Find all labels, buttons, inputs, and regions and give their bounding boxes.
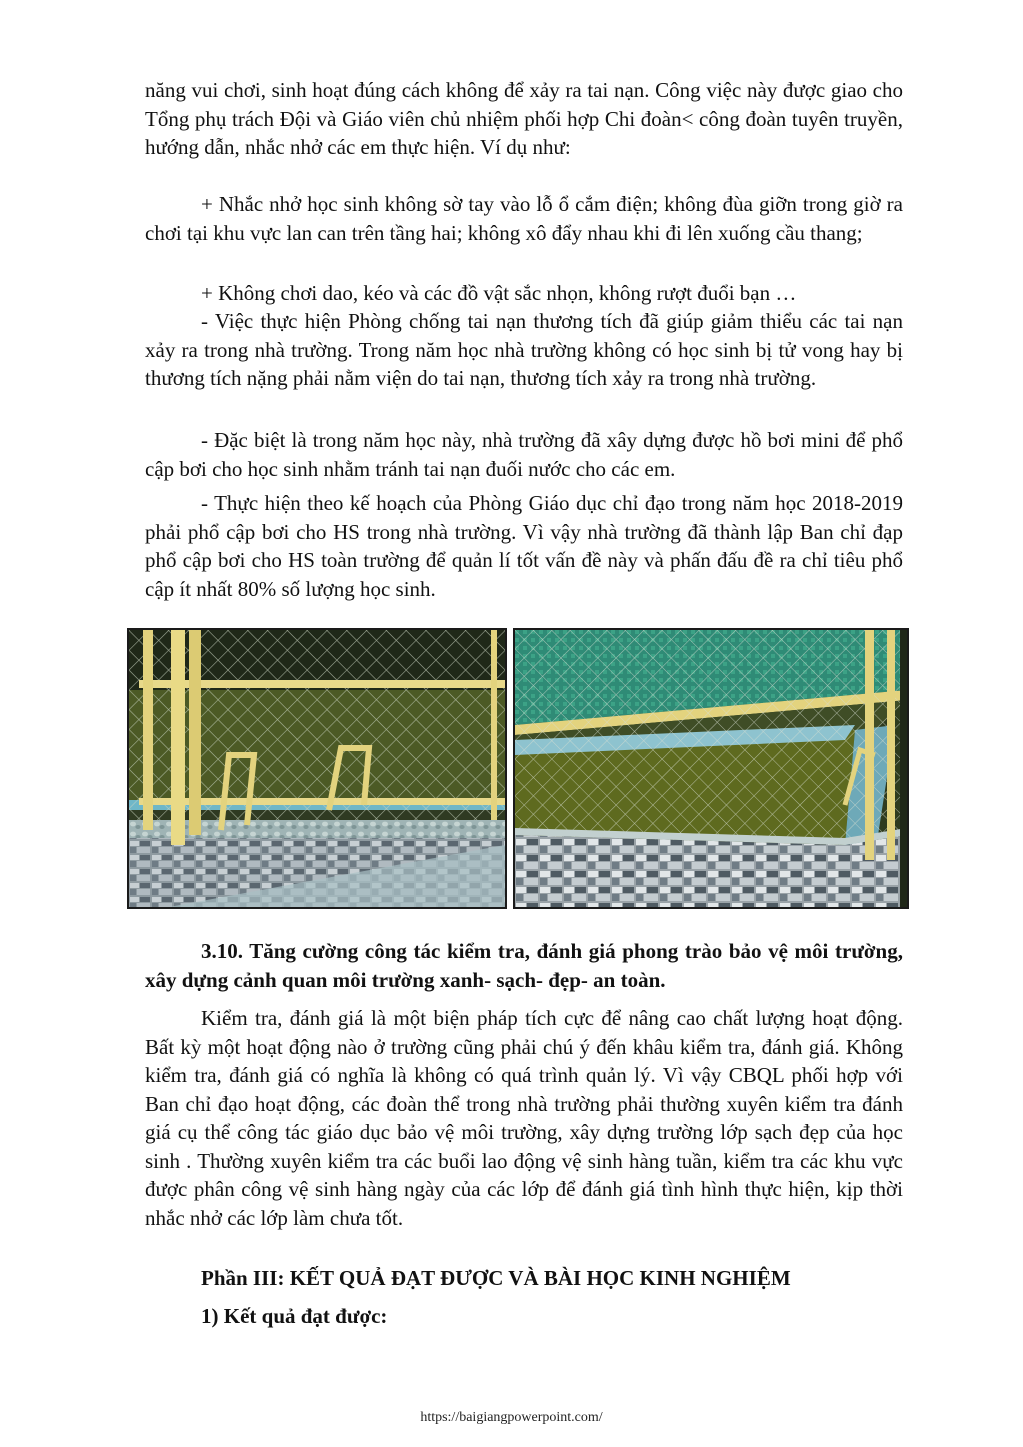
covered-pool-photo (513, 628, 909, 909)
paragraph-intro: năng vui chơi, sinh hoạt đúng cách không để xảy ra tai nạn. Công việc này được giao cho Tổng phụ trách Đội và Giáo viên chủ nhiệm phối hợp Chi đoàn< công đoàn tuyên truyền, hướng dẫn, nhắc nhở các em thực hiện. Ví dụ như: (145, 78, 903, 159)
paragraph-results-safety: - Việc thực hiện Phòng chống tai nạn thương tích đã giúp giảm thiểu các tai nạn xảy ra trong nhà trường. Trong năm học nhà trường không có học sinh bị tử vong hay bị thương tích nặng phải nằm viện do tai nạn, thương tích xảy ra trong nhà trường. (145, 309, 903, 390)
heading-section-3-10: 3.10. Tăng cường công tác kiểm tra, đánh giá phong trào bảo vệ môi trường, xây dựng cảnh quan môi trường xanh- sạch- đẹp- an toàn. (145, 939, 903, 992)
pool-fence-photo (127, 628, 507, 909)
paragraph-bullet-2: + Không chơi dao, kéo và các đồ vật sắc nhọn, không rượt đuổi bạn … (201, 281, 797, 305)
paragraph-mini-pool: - Đặc biệt là trong năm học này, nhà trường đã xây dựng được hồ bơi mini để phổ cập bơi cho học sinh nhằm tránh tai nạn đuối nước cho các em. (145, 428, 903, 481)
paragraph-inspection: Kiểm tra, đánh giá là một biện pháp tích cực để nâng cao chất lượng hoạt động. Bất kỳ một hoạt động nào ở trường cũng phải chú ý đến khâu kiểm tra, đánh giá. Không kiểm tra, đánh giá có nghĩa là không có quá trình quản lý. Vì vậy CBQL phối hợp với Ban chỉ đạo hoạt động, các đoàn thể trong nhà trường phải thường xuyên kiểm tra đánh giá cụ thể công tác giáo dục bảo vệ môi trường, xây dựng trường lớp sạch đẹp của học sinh . Thường xuyên kiểm tra các buổi lao động vệ sinh hàng tuần, kiểm tra các khu vực được phân công vệ sinh hàng ngày của các lớp để đánh giá tình hình thực hiện, kịp thời nhắc nhở các lớp làm chưa tốt. (145, 1006, 903, 1230)
paragraph-swim-plan: - Thực hiện theo kế hoạch của Phòng Giáo dục chỉ đạo trong năm học 2018-2019 phải phổ cập bơi cho HS trong nhà trường. Vì vậy nhà trường đã thành lập Ban chỉ đạp phổ cập bơi cho HS toàn trường để quản lí tốt vấn đề này và phấn đấu đề ra chỉ tiêu phổ cập ít nhất 80% số lượng học sinh. (145, 491, 903, 601)
heading-results: 1) Kết quả đạt được: (201, 1304, 388, 1328)
footer-url: https://baigiangpowerpoint.com/ (420, 1410, 603, 1425)
heading-part-3: Phần III: KẾT QUẢ ĐẠT ĐƯỢC VÀ BÀI HỌC KINH NGHIỆM (201, 1266, 791, 1290)
paragraph-bullet-1: + Nhắc nhở học sinh không sờ tay vào lỗ ổ cắm điện; không đùa giỡn trong giờ ra chơi tại khu vực lan can trên tầng hai; không xô đẩy nhau khi đi lên xuống cầu thang; (145, 192, 903, 245)
